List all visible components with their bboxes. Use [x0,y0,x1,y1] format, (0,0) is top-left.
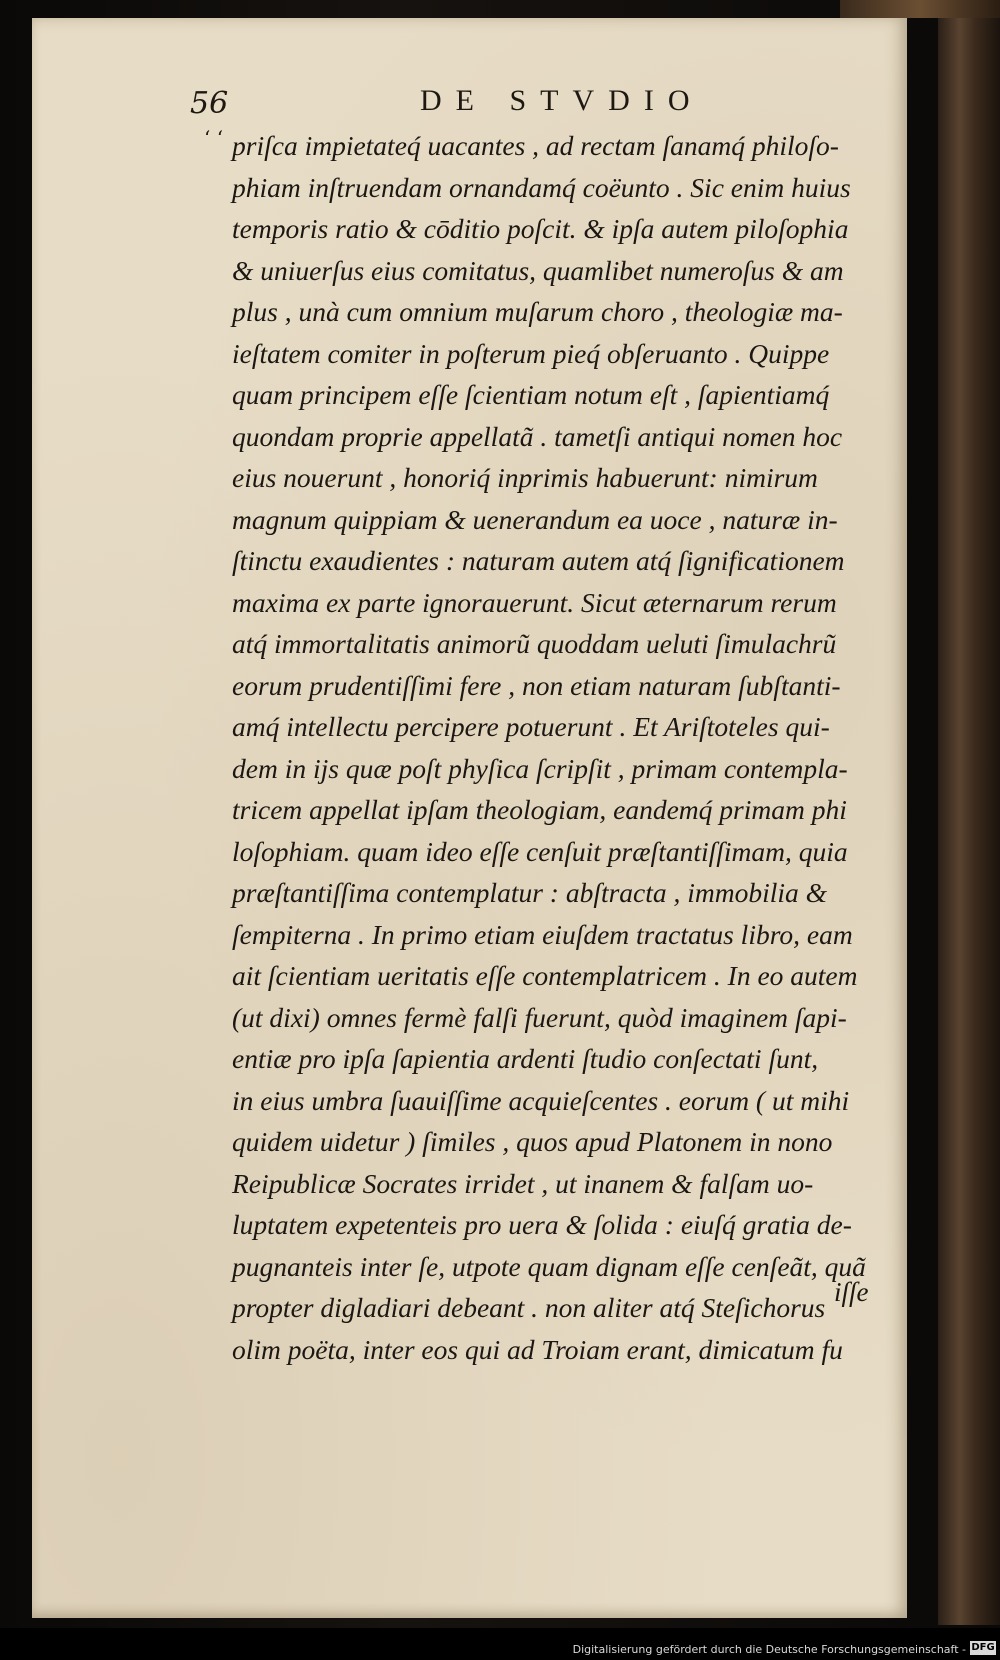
text-line: quam principem eſſe ſcientiam notum eſt , ſapientiamq́ [232,379,830,410]
book-cover-edge [840,0,1000,18]
text-line: quidem uidetur ) ſimiles , quos apud Platonem in nono [232,1126,833,1157]
text-line: in eius umbra ſuauiſſime acquieſcentes . eorum ( ut mihi [232,1084,850,1116]
text-line: temporis ratio & cōditio poſcit. & ipſa autem piloſophia [232,213,849,244]
text-line: ieſtatem comiter in poſterum pieq́ obſeruanto . Quippe [232,337,830,369]
dfg-logo: DFG [971,1642,995,1653]
text-line: & uniuerſus eius comitatus, quamlibet numeroſus & am [232,254,844,286]
text-line: entiæ pro ipſa ſapientia ardenti ſtudio conſectati ſunt, [232,1043,819,1074]
running-head: DE STVDIO [420,84,704,117]
text-line: luptatem expetenteis pro uera & ſolida : eiuſq́ gratia de- [232,1209,852,1240]
text-line: olim poëta, inter eos qui ad Troiam erant, dimicatum fu [232,1333,843,1365]
text-line: ſempiterna . In primo etiam eiuſdem tractatus libro, eam [232,918,853,950]
digitization-credit: Digitalisierung gefördert durch die Deutsche Forschungsgemeinschaft - [572,1643,966,1656]
book-spine-edge [938,0,1000,1625]
text-line: præſtantiſſima contemplatur : abſtracta , immobilia & [232,877,828,908]
text-line: tricem appellat ipſam theologiam, eandemq́ primam phi [232,794,847,825]
text-line: eorum prudentiſſimi fere , non etiam naturam ſubſtanti- [232,669,841,701]
text-line: phiam inſtruendam ornandamq́ coëunto . Sic enim huius [232,171,851,203]
text-line: quondam proprie appellatã . tametſi antiqui nomen hoc [232,420,843,452]
page-number: 56 [190,86,229,121]
text-line: dem in ijs quæ poſt phyſica ſcripſit , primam contempla- [232,752,848,784]
text-line: amq́ intellectu percipere potuerunt . Et Ariſtoteles qui- [232,711,830,742]
margin-quote-mark: ‘ ‘ [204,126,224,150]
text-line: magnum quippiam & uenerandum ea uoce , naturæ in- [232,503,838,535]
text-line: pugnanteis inter ſe, utpote quam dignam eſſe cenſeãt, quã [232,1250,866,1282]
text-line: ſtinctu exaudientes : naturam autem atq́ ſignificationem [232,545,845,576]
body-text [232,125,872,1370]
text-line: ait ſcientiam ueritatis eſſe contemplatricem . In eo autem [232,960,858,991]
text-line: propter digladiari debeant . non aliter atq́ Steſichorus [232,1292,826,1323]
text-line: Reipublicæ Socrates irridet , ut inanem & falſam uo- [232,1167,814,1199]
text-line: (ut dixi) omnes fermè falſi fuerunt, quòd imaginem ſapi- [232,1001,847,1033]
text-line: loſophiam. quam ideo eſſe cenſuit præſtantiſſimam, quia [232,835,848,867]
catchword: iſſe [834,1277,869,1307]
text-line: maxima ex parte ignorauerunt. Sicut æternarum rerum [232,586,837,618]
text-line: eius nouerunt , honoriq́ inprimis habuerunt: nimirum [232,462,818,493]
text-line: atq́ immortalitatis animorũ quoddam ueluti ſimulachrũ [232,628,837,659]
text-line: priſca impietateq́ uacantes , ad rectam ſanamq́ philoſo- [232,130,839,161]
text-line: plus , unà cum omnium muſarum choro , theologiæ ma- [232,296,843,327]
